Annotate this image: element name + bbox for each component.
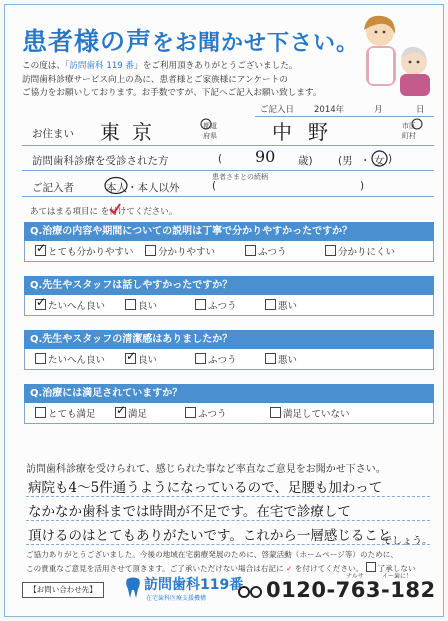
question-4-options (24, 403, 434, 424)
prefecture-value[interactable]: 東京 (100, 120, 164, 144)
phone-number[interactable]: 0120-763-182 (266, 578, 436, 602)
check-icon: ✓ (286, 564, 293, 573)
service-name: 訪問歯科 119 番 (69, 61, 135, 71)
intro-line1-start: この度は、「 (22, 61, 70, 71)
question-3-options (24, 349, 434, 370)
checkbox-icon[interactable] (35, 353, 46, 364)
age-paren-open: ( (218, 153, 223, 165)
checkbox-checked-icon[interactable] (35, 299, 46, 310)
question-4: Q.治療には満足されていますか？ (24, 384, 434, 403)
date-day: 日 (416, 105, 425, 115)
intro-line3: ご協力をお願いしております。お手数ですが、下記へご記入お願い致します。 (22, 88, 322, 99)
feedback-line-3[interactable]: 頂けるのはとてもありがたいです。これから一層感じること (28, 528, 392, 544)
gender-separator: ・ (360, 155, 371, 167)
brand-name: 訪問歯科119番 (144, 577, 244, 593)
relation-paren-close: ) (360, 180, 365, 192)
q3-option-1-label: たいへん良い (48, 355, 106, 366)
no-consent-checkbox[interactable] (366, 562, 376, 572)
feedback-rule-1 (26, 496, 430, 497)
q3-option-3[interactable] (195, 352, 237, 366)
phone-ruby-1: ナルサ (346, 573, 364, 580)
q2-option-4[interactable] (265, 298, 297, 312)
checkbox-icon[interactable] (245, 245, 256, 256)
q1-option-3[interactable] (245, 244, 287, 258)
title-main: 患者様の声 (22, 27, 153, 56)
q4-option-3-label: ふつう (198, 409, 227, 420)
writer-label: ご記入者 (32, 182, 74, 194)
checkbox-icon[interactable] (185, 407, 196, 418)
q3-option-2[interactable] (125, 352, 157, 366)
date-label: ご記入日 (260, 105, 295, 115)
feedback-rule-3 (26, 544, 430, 545)
q4-option-2-label: 満足 (128, 409, 148, 420)
q4-option-3[interactable] (185, 406, 227, 420)
q4-option-2[interactable] (115, 406, 147, 420)
prefecture-suffix-top: 都道 (203, 122, 217, 130)
checkbox-icon[interactable] (195, 353, 206, 364)
footer-thanks: ご協力ありがとうございました。今後の地域在宅歯療発展のために、啓蒙活動（ホームページ等）のために、 (26, 550, 398, 559)
address-label: お住まい (32, 128, 74, 140)
question-1: Q.治療の内容や期間についての説明は丁寧で分かりやすかったですか？ (24, 222, 434, 241)
free-dial-icon (238, 584, 262, 600)
footer-consent-instruction: を付けてください。 (294, 564, 364, 573)
feedback-line-3-tail[interactable]: でしょう。 (382, 536, 432, 547)
gender-paren-close: ) (388, 153, 393, 165)
q1-option-2-label: 分かりやすい (158, 247, 216, 258)
q4-option-1-label: とても満足 (48, 409, 96, 420)
gender-male[interactable]: (男 (338, 155, 353, 167)
patient-underline (22, 170, 434, 171)
q1-option-1[interactable] (35, 244, 134, 258)
question-1-options (24, 241, 434, 262)
question-2: Q.先生やスタッフは話しやすかったですか？ (24, 276, 434, 295)
brand-subtitle: 在宅歯科医療支援機構 (146, 595, 207, 602)
contact-label: 【お問い合わせ先】 (22, 582, 104, 598)
checkbox-icon[interactable] (125, 299, 136, 310)
instructions (30, 205, 177, 217)
footer-consent-text: この貴重なご意見を活用させて頂きます。ご了承いただけない場合は右記に (26, 564, 284, 573)
checkbox-icon[interactable] (265, 299, 276, 310)
city-suffix-bottom: 町村 (402, 132, 416, 140)
phone-block (238, 573, 436, 604)
q2-option-3[interactable] (195, 298, 237, 312)
q3-option-4[interactable] (265, 352, 297, 366)
intro-line2: 訪問歯科診療サービス向上の為に、患者様とご家族様にアンケートの (22, 74, 288, 85)
checkbox-icon[interactable] (195, 299, 206, 310)
address-underline (22, 145, 434, 146)
q2-option-2[interactable] (125, 298, 157, 312)
question-2-options (24, 295, 434, 316)
gender-female[interactable]: 女 (374, 155, 385, 167)
instructions-text: あてはまる項目に を付けてください。 (30, 207, 178, 217)
question-3: Q.先生やスタッフの清潔感はありましたか？ (24, 330, 434, 349)
check-icon (108, 203, 122, 215)
q2-option-1[interactable] (35, 298, 105, 312)
dentist-patient-illustration-icon (352, 10, 438, 100)
q2-option-1-label: たいへん良い (48, 301, 106, 312)
q3-option-2-label: 良い (138, 355, 158, 366)
feedback-line-2[interactable]: なかなか歯科までは時間が不足です。在宅で診療して (28, 504, 351, 520)
q1-option-4[interactable] (325, 244, 395, 258)
circle-mark-icon (411, 118, 423, 130)
brand-logo (124, 574, 244, 604)
q1-option-4-label: 分かりにくい (338, 247, 396, 258)
q2-option-4-label: 悪い (278, 301, 298, 312)
checkbox-checked-icon[interactable] (115, 407, 126, 418)
checkbox-icon[interactable] (35, 407, 46, 418)
circle-mark-icon (103, 176, 129, 195)
q3-option-3-label: ふつう (208, 355, 237, 366)
checkbox-icon[interactable] (270, 407, 281, 418)
intro-text (22, 60, 357, 101)
intro-line1-end: 」をご利用頂きありがとうございました。 (134, 61, 298, 71)
feedback-line-1[interactable]: 病院も4～5件通うようになっているので、足腰も加わって (28, 480, 383, 496)
feedback-prompt: 訪問歯科診療を受けられて、感じられた事など率直なご意見をお聞かせ下さい。 (26, 464, 386, 475)
patient-label: 訪問歯科診療を受診された方 (32, 155, 169, 167)
q4-option-4[interactable] (270, 406, 350, 420)
page-title (22, 22, 359, 58)
title-rest: をお聞かせ下さい。 (152, 31, 360, 56)
city-suffix-top: 市区 (402, 122, 416, 130)
date-month: 月 (374, 105, 383, 115)
circle-mark-icon (200, 118, 212, 130)
q1-option-3-label: ふつう (258, 247, 287, 258)
tooth-logo-icon (124, 576, 142, 600)
feedback-rule-2 (26, 520, 430, 521)
writer-options[interactable]: 本人・本人以外 (106, 182, 180, 194)
q2-option-3-label: ふつう (208, 301, 237, 312)
q4-option-4-label: 満足していない (283, 409, 350, 420)
phone-ruby-2: イー歯に！ (382, 573, 413, 580)
writer-underline (22, 196, 434, 197)
age-value[interactable]: 90 (255, 147, 276, 166)
checkbox-checked-icon[interactable] (125, 353, 136, 364)
q3-option-4-label: 悪い (278, 355, 298, 366)
no-consent-label: 了承しない (377, 564, 416, 573)
age-unit: 歳) (298, 155, 313, 167)
relation-paren-open: ( (212, 180, 217, 192)
relation-hint: 患者さまとの続柄 (212, 173, 268, 181)
q4-option-1[interactable] (35, 406, 96, 420)
q3-option-1[interactable] (35, 352, 105, 366)
q2-option-2-label: 良い (138, 301, 158, 312)
q1-option-1-label: とても分かりやすい (48, 247, 134, 258)
city-value[interactable]: 中野 (272, 120, 344, 144)
q1-option-2[interactable] (145, 244, 215, 258)
checkbox-icon[interactable] (145, 245, 156, 256)
checkbox-icon[interactable] (265, 353, 276, 364)
checkbox-checked-icon[interactable] (35, 245, 46, 256)
checkbox-icon[interactable] (325, 245, 336, 256)
prefecture-suffix-bottom: 府県 (203, 132, 217, 140)
date-year: 2014年 (314, 105, 345, 115)
circle-mark-icon (371, 150, 388, 167)
